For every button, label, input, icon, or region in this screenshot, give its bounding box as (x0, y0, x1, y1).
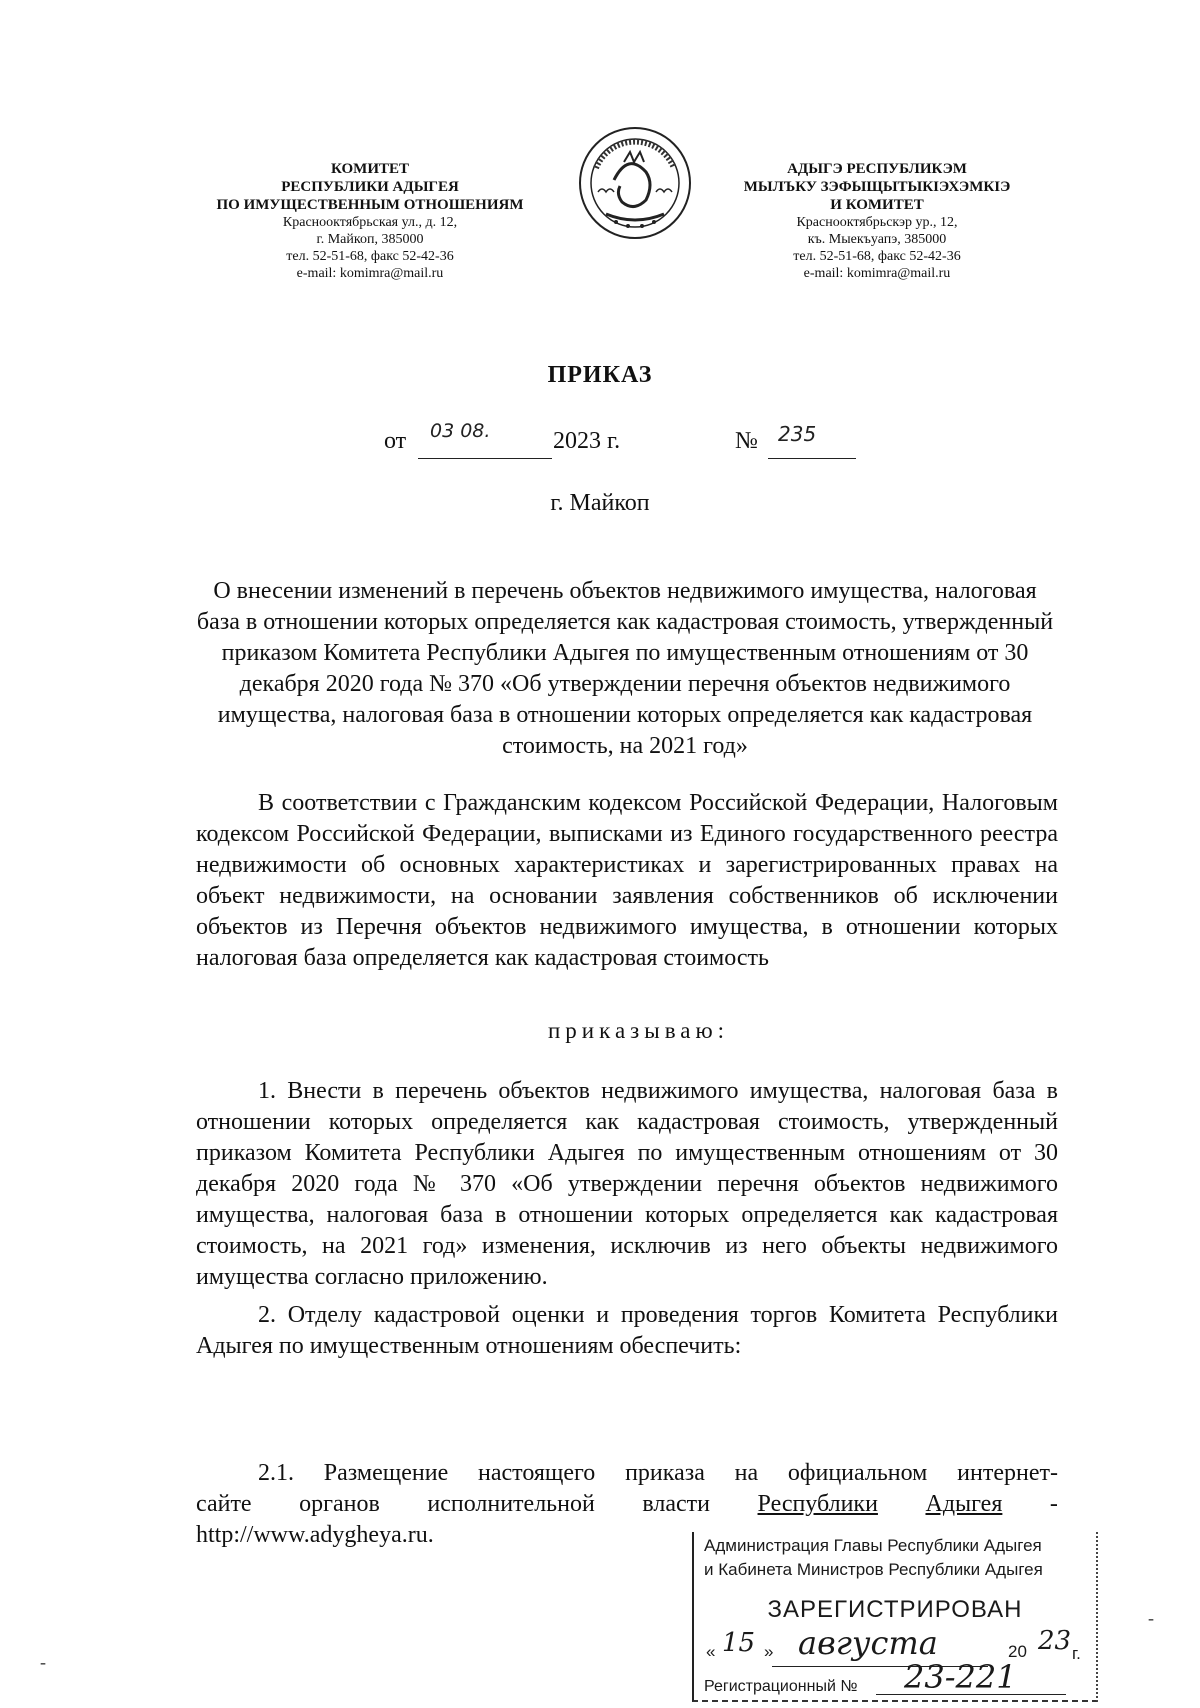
document-city: г. Майкоп (550, 490, 650, 516)
word: настоящего (478, 1460, 596, 1486)
header-right (682, 160, 1072, 282)
order-word: приказываю: (548, 1018, 730, 1043)
word: сайте (196, 1491, 252, 1517)
scan-mark: - (40, 1652, 46, 1672)
date-field (418, 420, 552, 459)
adygea-coat-of-arms-icon (576, 122, 694, 244)
org-city: г. Майкоп, 385000 (316, 232, 424, 247)
org-name-line: РЕСПУБЛИКИ АДЫГЕЯ (281, 179, 459, 195)
item-2-paragraph: 2. Отделу кадастровой оценки и проведения торгов Комитета Республики Адыгея по имущественным отношениям обеспечить: (196, 1302, 1058, 1359)
word: Адыгея (925, 1491, 1003, 1517)
stamp-reg-underline (876, 1694, 1066, 1695)
handwritten-date: 03 08. (430, 420, 491, 442)
word: 2.1. (258, 1460, 294, 1486)
org-city: къ. Мыекъуапэ, 385000 (807, 232, 947, 247)
stamp-authority-line: и Кабинета Министров Республики Адыгея (704, 1560, 1043, 1579)
stamp-date-line (706, 1624, 1086, 1664)
item-2-1-line-2 (196, 1491, 1058, 1518)
stamp-quote-open: « (706, 1642, 716, 1661)
org-phone: тел. 52-51-68, факс 52-42-36 (793, 249, 961, 264)
org-name-line: АДЫГЭ РЕСПУБЛИКЭМ (787, 161, 967, 177)
stamp-year-handwritten: 23 (1038, 1626, 1072, 1656)
date-year: 2023 г. (553, 428, 621, 454)
org-name-line: КОМИТЕТ (330, 161, 409, 177)
org-phone: тел. 52-51-68, факс 52-42-36 (286, 249, 454, 264)
document-subject: О внесении изменений в перечень объектов недвижимого имущества, налоговая база в отношении которых определяется как кадастровая стоимость, утвержденный приказом Комитета Республики Адыгея по имущественным отношениям от 30 декабря 2020 года № 370 «Об утверждении перечня объектов недвижимого имущества, налоговая база в отношении которых определяется как кадастровая стоимость, на 2021 год» (196, 578, 1054, 759)
word: приказа (625, 1460, 705, 1486)
org-name-line: МЫЛЪКУ ЗЭФЫЩЫТЫКIЭХЭМКIЭ (743, 179, 1011, 195)
item-2-1-line-1 (258, 1460, 1058, 1487)
word: на (734, 1460, 759, 1486)
org-email: e-mail: komimra@mail.ru (296, 266, 444, 281)
word: органов (299, 1491, 380, 1517)
handwritten-number: 235 (778, 422, 817, 446)
website-link[interactable]: http://www.adygheya.ru. (196, 1522, 434, 1548)
stamp-reg-number-handwritten: 23-221 (904, 1658, 1017, 1696)
stamp-day-handwritten: 15 (722, 1628, 756, 1658)
preamble-paragraph: В соответствии с Гражданским кодексом Российской Федерации, Налоговым кодексом Российской Федерации, выписками из Единого государственного реестра недвижимости об основных характеристиках и зарегистрированных правах на объект недвижимости, на основании заявления собственников об исключении объектов из Перечня объектов недвижимого имущества, в отношении которых налоговая база определяется как кадастровая стоимость (196, 790, 1058, 971)
stamp-year-suffix: г. (1072, 1644, 1081, 1663)
document-title: ПРИКАЗ (547, 362, 653, 388)
word: официальном (787, 1460, 928, 1486)
stamp-registered: ЗАРЕГИСТРИРОВАН (767, 1596, 1023, 1623)
number-prefix: № (735, 428, 758, 454)
header-left (170, 160, 570, 282)
word: Размещение (323, 1460, 449, 1486)
word: - (1049, 1491, 1058, 1517)
word: интернет- (957, 1460, 1058, 1486)
item-1-paragraph: 1. Внести в перечень объектов недвижимого имущества, налоговая база в отношении которых определяется как кадастровая стоимость, утвержденный приказом Комитета Республики Адыгея по имущественным отношениям от 30 декабря 2020 года № 370 «Об утверждении перечня объектов недвижимого имущества, налоговая база в отношении которых определяется как кадастровая стоимость, на 2021 год» изменения, исключив из него объекты недвижимого имущества согласно приложению. (196, 1078, 1058, 1290)
stamp-reg-label: Регистрационный № (704, 1678, 858, 1695)
word: власти (642, 1491, 710, 1517)
word: Республики (757, 1491, 878, 1517)
org-email: e-mail: komimra@mail.ru (803, 266, 951, 281)
stamp-authority-line: Администрация Главы Республики Адыгея (704, 1536, 1042, 1555)
org-address: Краснооктябрьскэр ур., 12, (796, 215, 958, 230)
stamp-month-handwritten: августа (798, 1624, 938, 1662)
org-address: Краснооктябрьская ул., д. 12, (282, 215, 458, 230)
scan-mark: - (1148, 1608, 1154, 1628)
number-field (768, 422, 856, 459)
stamp-year-prefix: 20 (1008, 1642, 1027, 1661)
org-name-line: ПО ИМУЩЕСТВЕННЫМ ОТНОШЕНИЯМ (216, 197, 524, 213)
word: исполнительной (427, 1491, 595, 1517)
registration-stamp (692, 1532, 1098, 1702)
org-name-line: И КОМИТЕТ (830, 197, 924, 213)
stamp-quote-close: » (764, 1642, 774, 1661)
date-prefix: от (384, 428, 407, 454)
